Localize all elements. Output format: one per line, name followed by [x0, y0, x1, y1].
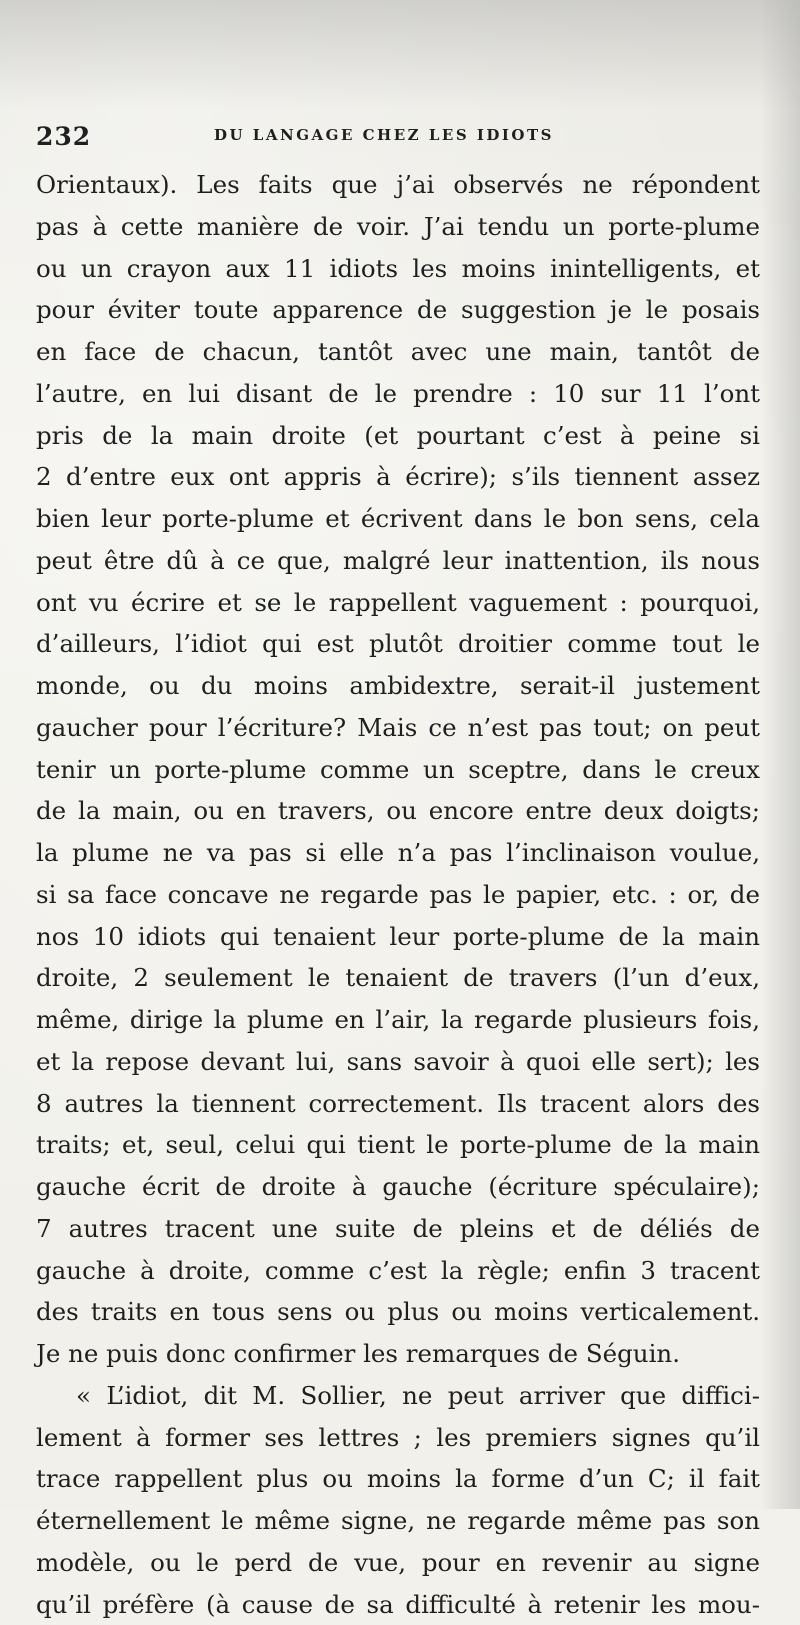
text-line: éternellement le même signe, ne regarde même pas son: [36, 1500, 760, 1542]
text-line: tenir un porte-plume comme un sceptre, dans le creux: [36, 749, 760, 791]
text-line: pas à cette manière de voir. J’ai tendu un porte-plume: [36, 206, 760, 248]
text-line: 2 d’entre eux ont appris à écrire); s’ils tiennent assez: [36, 456, 760, 498]
text-line: qu’il préfère (à cause de sa difficulté à retenir les mou-: [36, 1584, 760, 1625]
text-line: gaucher pour l’écriture? Mais ce n’est pas tout; on peut: [36, 707, 760, 749]
text-line: Orientaux). Les faits que j’ai observés ne répondent: [36, 164, 760, 206]
text-line: modèle, ou le perd de vue, pour en revenir au signe: [36, 1542, 760, 1584]
running-title: DU LANGAGE CHEZ LES IDIOTS: [214, 126, 554, 144]
text-line: 8 autres la tiennent correctement. Ils tracent alors des: [36, 1083, 760, 1125]
text-line: lement à former ses lettres ; les premiers signes qu’il: [36, 1417, 760, 1459]
text-line: pris de la main droite (et pourtant c’est à peine si: [36, 415, 760, 457]
text-line: gauche à droite, comme c’est la règle; enfin 3 tracent: [36, 1250, 760, 1292]
text-line: nos 10 idiots qui tenaient leur porte-plume de la main: [36, 916, 760, 958]
body-text: [36, 164, 760, 1625]
text-line: monde, ou du moins ambidextre, serait-il justement: [36, 665, 760, 707]
running-head: [36, 118, 756, 158]
text-line: gauche écrit de droite à gauche (écriture spéculaire);: [36, 1166, 760, 1208]
scan-shadow-top: [0, 0, 800, 110]
text-line: traits; et, seul, celui qui tient le porte-plume de la main: [36, 1124, 760, 1166]
text-line: des traits en tous sens ou plus ou moins verticalement.: [36, 1291, 760, 1333]
text-line: 7 autres tracent une suite de pleins et de déliés de: [36, 1208, 760, 1250]
quote-start-line: « L’idiot, dit M. Sollier, ne peut arriver que diffici-: [36, 1375, 760, 1417]
text-line: la plume ne va pas si elle n’a pas l’inclinaison voulue,: [36, 832, 760, 874]
text-line: si sa face concave ne regarde pas le papier, etc. : or, de: [36, 874, 760, 916]
text-line: en face de chacun, tantôt avec une main, tantôt de: [36, 331, 760, 373]
text-line: même, dirige la plume en l’air, la regarde plusieurs fois,: [36, 999, 760, 1041]
text-line: ont vu écrire et se le rappellent vaguement : pourquoi,: [36, 582, 760, 624]
text-line: pour éviter toute apparence de suggestion je le posais: [36, 289, 760, 331]
page-number: 232: [36, 122, 91, 151]
text-line: bien leur porte-plume et écrivent dans le bon sens, cela: [36, 498, 760, 540]
paragraph-end-line: Je ne puis donc confirmer les remarques de Séguin.: [36, 1333, 760, 1375]
scan-shadow-right: [760, 0, 800, 1509]
text-line: ou un crayon aux 11 idiots les moins inintelligents, et: [36, 248, 760, 290]
text-line: peut être dû à ce que, malgré leur inattention, ils nous: [36, 540, 760, 582]
text-line: trace rappellent plus ou moins la forme d’un C; il fait: [36, 1458, 760, 1500]
text-line: l’autre, en lui disant de le prendre : 10 sur 11 l’ont: [36, 373, 760, 415]
text-line: droite, 2 seulement le tenaient de travers (l’un d’eux,: [36, 957, 760, 999]
text-line: d’ailleurs, l’idiot qui est plutôt droitier comme tout le: [36, 623, 760, 665]
text-line: de la main, ou en travers, ou encore entre deux doigts;: [36, 790, 760, 832]
text-line: et la repose devant lui, sans savoir à quoi elle sert); les: [36, 1041, 760, 1083]
